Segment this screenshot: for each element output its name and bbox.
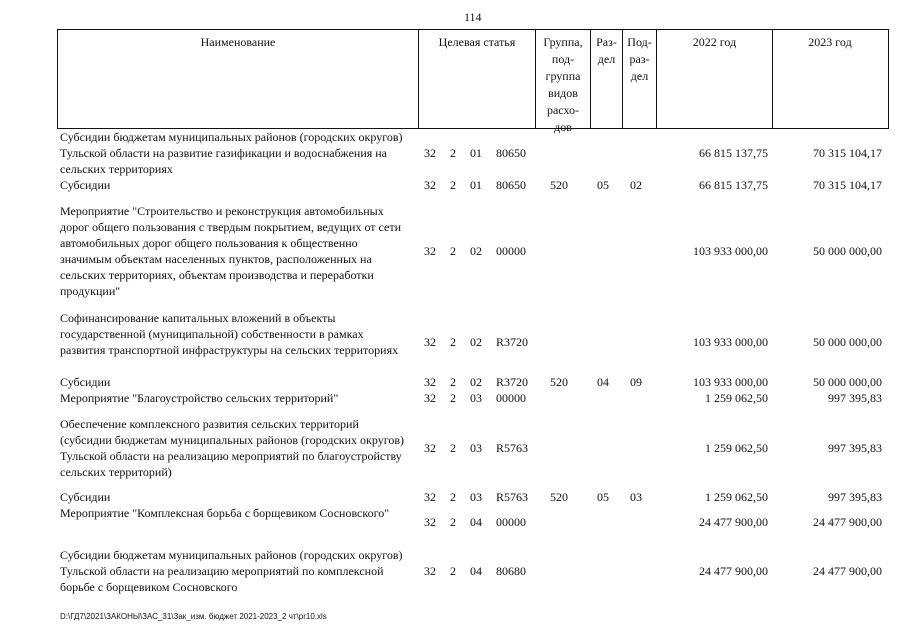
row-name: Мероприятие "Благоустройство сельских территорий" xyxy=(60,391,339,405)
row-section: 05 xyxy=(597,178,609,192)
row-2022: 103 933 000,00 xyxy=(693,375,768,389)
row-name: Субсидии xyxy=(60,178,111,192)
row-2022: 1 259 062,50 xyxy=(705,441,768,455)
row-code-part: 32 xyxy=(424,391,436,405)
row-subsection: 09 xyxy=(630,375,642,389)
row-code-part: 32 xyxy=(424,441,436,455)
row-2023: 997 395,83 xyxy=(828,441,882,455)
header-target-cell xyxy=(419,30,536,128)
row-2023: 50 000 000,00 xyxy=(813,335,882,349)
table-row xyxy=(0,505,905,537)
table-row xyxy=(0,310,905,374)
header-subsection: Под- раз- дел xyxy=(627,35,652,83)
row-code-part: 01 xyxy=(470,146,482,160)
row-code-part: R5763 xyxy=(496,490,529,504)
row-section: 04 xyxy=(597,375,609,389)
row-code-part: 2 xyxy=(450,515,456,529)
row-code-part: 01 xyxy=(470,178,482,192)
table-row xyxy=(0,489,905,505)
row-code-part: 00000 xyxy=(496,244,526,258)
header-name-cell xyxy=(58,30,419,128)
header-name: Наименование xyxy=(200,35,276,49)
header-group-cell xyxy=(536,30,591,134)
table-row xyxy=(0,374,905,390)
header-2023: 2023 год xyxy=(808,35,852,49)
row-code-part: 80650 xyxy=(496,146,526,160)
row-code-part: 02 xyxy=(470,335,482,349)
row-group: 520 xyxy=(550,490,568,504)
row-2023: 24 477 900,00 xyxy=(813,564,882,578)
row-name: Субсидии xyxy=(60,490,111,504)
row-code-part: 32 xyxy=(424,146,436,160)
row-2022: 66 815 137,75 xyxy=(699,178,768,192)
row-name: Субсидии бюджетам муниципальных районов (городских округов) Тульской области на развитие газификации и водоснабжения на сельских территориях xyxy=(60,130,403,176)
row-code-part: 2 xyxy=(450,490,456,504)
row-2023: 50 000 000,00 xyxy=(813,375,882,389)
row-code-part: 00000 xyxy=(496,391,526,405)
row-code-part: R5763 xyxy=(496,441,529,455)
row-2022: 66 815 137,75 xyxy=(699,146,768,160)
row-code-part: 32 xyxy=(424,490,436,504)
row-code-part: 32 xyxy=(424,375,436,389)
row-2023: 50 000 000,00 xyxy=(813,244,882,258)
row-name: Мероприятие "Строительство и реконструкция автомобильных дорог общего пользования с твердым покрытием, ведущих от сети автомобильных дорог общего пользования к общественно значимым объектам населенных пунктов, расположенных на сельских территориях, объектам производства и переработки продукции" xyxy=(60,204,401,298)
row-code-part: R3720 xyxy=(496,335,529,349)
header-2023-cell xyxy=(773,30,887,128)
header-2022-cell xyxy=(657,30,773,128)
table-row xyxy=(0,177,905,193)
row-code-part: 03 xyxy=(470,490,482,504)
row-name: Софинансирование капитальных вложений в объекты государственной (муниципальной) собственности в рамках развития транспортной инфраструктуры на сельских территориях xyxy=(60,311,399,357)
row-2023: 997 395,83 xyxy=(828,391,882,405)
page-number: 114 xyxy=(464,10,482,24)
row-code-part: 2 xyxy=(450,564,456,578)
table-row xyxy=(0,203,905,299)
row-code-part: 03 xyxy=(470,441,482,455)
row-code-part: 02 xyxy=(470,244,482,258)
row-name: Субсидии xyxy=(60,375,111,389)
row-2023: 70 315 104,17 xyxy=(813,146,882,160)
row-code-part: 32 xyxy=(424,515,436,529)
row-name: Субсидии бюджетам муниципальных районов (городских округов) Тульской области на реализацию мероприятий по комплексной борьбе с борщевиком Сосновского xyxy=(60,548,403,594)
row-code-part: 32 xyxy=(424,178,436,192)
row-code-part: 80650 xyxy=(496,178,526,192)
header-section: Раз- дел xyxy=(596,35,617,66)
row-code-part: 2 xyxy=(450,178,456,192)
row-code-part: 32 xyxy=(424,335,436,349)
row-group: 520 xyxy=(550,375,568,389)
header-subsection-cell xyxy=(623,30,657,128)
row-2023: 24 477 900,00 xyxy=(813,515,882,529)
row-2022: 1 259 062,50 xyxy=(705,391,768,405)
row-name: Мероприятие "Комплексная борьба с борщевиком Сосновского" xyxy=(60,506,390,520)
row-code-part: 00000 xyxy=(496,515,526,529)
row-section: 05 xyxy=(597,490,609,504)
header-group: Группа, под- группа видов расхо- дов xyxy=(543,35,583,134)
header-target: Целевая статья xyxy=(438,35,516,49)
row-code-part: 32 xyxy=(424,244,436,258)
table-row xyxy=(0,129,905,177)
row-2022: 24 477 900,00 xyxy=(699,564,768,578)
row-code-part: 2 xyxy=(450,244,456,258)
row-code-part: 80680 xyxy=(496,564,526,578)
row-code-part: 2 xyxy=(450,146,456,160)
row-name: Обеспечение комплексного развития сельских территорий (субсидии бюджетам муниципальных районов (городских округов) Тульской области на реализацию мероприятий по благоустройству сельских территорий) xyxy=(60,417,404,479)
row-2022: 103 933 000,00 xyxy=(693,244,768,258)
row-2023: 70 315 104,17 xyxy=(813,178,882,192)
row-2022: 24 477 900,00 xyxy=(699,515,768,529)
row-code-part: 32 xyxy=(424,564,436,578)
row-2023: 997 395,83 xyxy=(828,490,882,504)
row-group: 520 xyxy=(550,178,568,192)
row-code-part: 2 xyxy=(450,441,456,455)
row-code-part: 04 xyxy=(470,564,482,578)
row-subsection: 02 xyxy=(630,178,642,192)
row-code-part: 04 xyxy=(470,515,482,529)
header-2022: 2022 год xyxy=(692,35,737,49)
row-code-part: 03 xyxy=(470,391,482,405)
table-row xyxy=(0,390,905,406)
table-header xyxy=(57,29,889,134)
row-code-part: R3720 xyxy=(496,375,529,389)
table-row xyxy=(0,416,905,480)
row-subsection: 03 xyxy=(630,490,642,504)
file-path-footer: D:\ГД7\2021\ЗАКОНЫ\ЗАС_31\Зак_изм. бюджет 2021-2023_2 чт\pr10.xls xyxy=(60,612,327,621)
row-code-part: 2 xyxy=(450,335,456,349)
row-code-part: 2 xyxy=(450,391,456,405)
row-2022: 1 259 062,50 xyxy=(705,490,768,504)
row-code-part: 2 xyxy=(450,375,456,389)
row-code-part: 02 xyxy=(470,375,482,389)
row-2022: 103 933 000,00 xyxy=(693,335,768,349)
table-row xyxy=(0,547,905,595)
header-section-cell xyxy=(591,30,623,128)
